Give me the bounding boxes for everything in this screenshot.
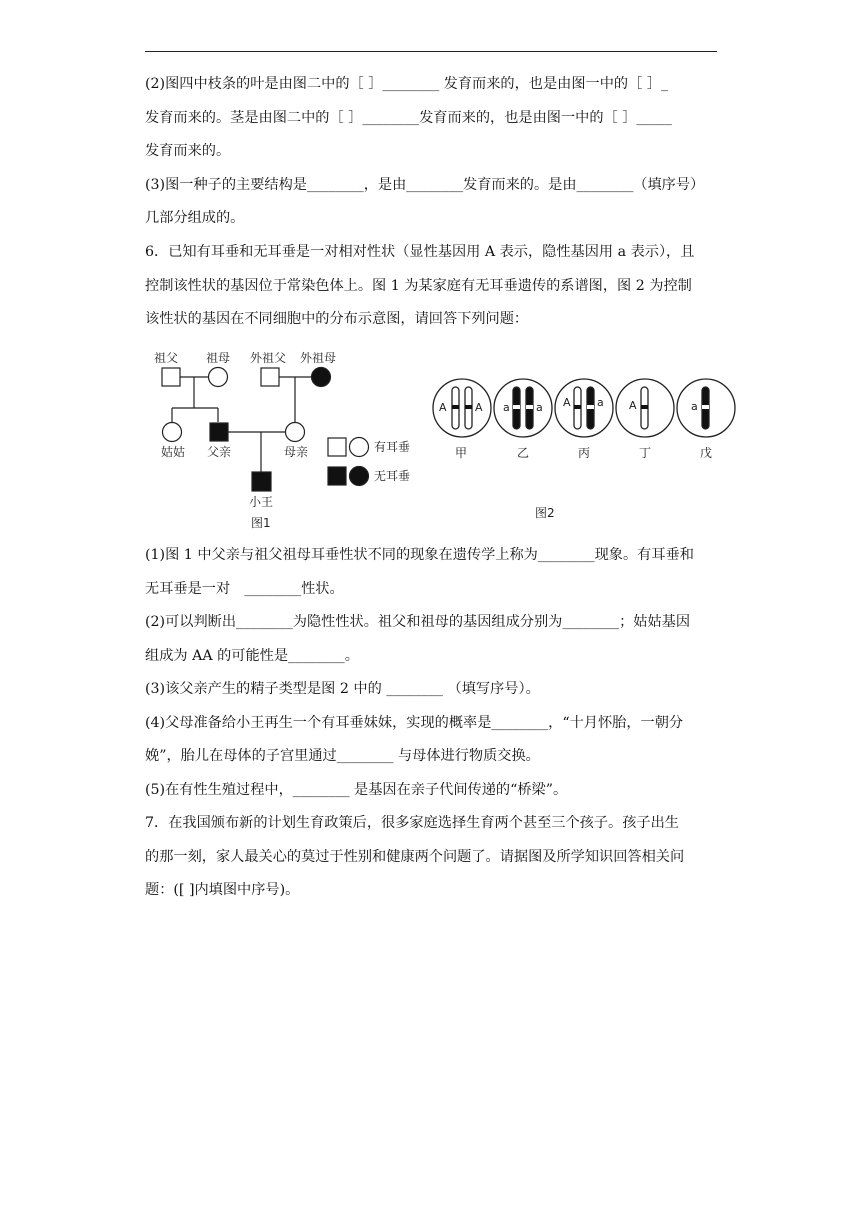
father-label: 父亲 — [207, 445, 232, 459]
legend-male-no-earlobe-symbol — [328, 467, 346, 485]
grandfather-symbol — [162, 368, 180, 386]
cell-name-label: 戊 — [700, 446, 713, 460]
grandfather-label: 祖父 — [154, 351, 179, 365]
mother-label: 母亲 — [284, 445, 309, 459]
maternal-grandfather-symbol — [261, 368, 279, 386]
figure1-caption: 图1 — [251, 516, 271, 530]
gene-label: A — [629, 399, 637, 412]
text-line: 无耳垂是一对 ________性状。 — [145, 580, 344, 597]
text-line: 的那一刻，家人最关心的莫过于性别和健康两个问题了。请据图及所学知识回答相关问 — [145, 848, 685, 865]
gene-label: a — [503, 401, 510, 414]
text-line: 该性状的基因在不同细胞中的分布示意图，请回答下列问题： — [145, 311, 529, 327]
text-line: 几部分组成的。 — [145, 210, 245, 226]
cell-name-label: 丙 — [578, 446, 591, 460]
text-line: 发育而来的。茎是由图二中的［ ］________发育而来的，也是由图一中的［ ］_____ — [145, 109, 672, 126]
text-line: (5)在有性生殖过程中，________ 是基因在亲子代间传递的“桥梁”。 — [145, 781, 568, 798]
text-line: 控制该性状的基因位于常染色体上。图 1 为某家庭有无耳垂遗传的系谱图，图 2 为控制 — [145, 277, 692, 294]
maternal-grandfather-label: 外祖父 — [250, 351, 287, 365]
legend-earlobe-label: 有耳垂 — [374, 440, 411, 454]
legend-female-earlobe-symbol — [350, 438, 369, 457]
aunt-label: 姑姑 — [161, 445, 186, 459]
gene-label: a — [691, 400, 698, 413]
text-line: 6．已知有耳垂和无耳垂是一对相对性状（显性基因用 A 表示，隐性基因用 a 表示），且 — [145, 244, 695, 260]
question6-subquestions — [145, 539, 719, 807]
text-line: (3)该父亲产生的精子类型是图 2 中的 ________ （填写序号）。 — [145, 681, 540, 697]
question5-continuation — [145, 68, 719, 236]
father-symbol — [210, 423, 228, 441]
mother-symbol — [286, 423, 305, 442]
text-line: 组成为 AA 的可能性是________。 — [145, 647, 359, 664]
question7 — [145, 807, 719, 908]
maternal-grandmother-label: 外祖母 — [300, 351, 337, 365]
aunt-symbol — [163, 423, 182, 442]
text-line: (3)图一种子的主要结构是________，是由________发育而来的。是由________（填序号） — [145, 176, 705, 193]
gene-label: a — [597, 396, 604, 409]
gene-label: A — [475, 401, 483, 414]
text-line: (1)图 1 中父亲与祖父祖母耳垂性状不同的现象在遗传学上称为________现象。有耳垂和 — [145, 547, 694, 563]
pedigree-figure — [140, 350, 425, 535]
legend-female-no-earlobe-symbol — [350, 467, 369, 486]
cell-name-label: 甲 — [455, 446, 468, 460]
figure2-caption: 图2 — [535, 506, 555, 520]
gene-label: A — [439, 401, 447, 414]
legend-male-earlobe-symbol — [328, 438, 346, 456]
header-rule — [145, 51, 717, 52]
text-line: 7．在我国颁布新的计划生育政策后，很多家庭选择生育两个甚至三个孩子。孩子出生 — [145, 815, 679, 831]
legend-no-earlobe-label: 无耳垂 — [374, 469, 411, 483]
gene-label: A — [563, 396, 571, 409]
question6-intro — [145, 236, 719, 337]
text-line: 娩”，胎儿在母体的子宫里通过________ 与母体进行物质交换。 — [145, 748, 540, 764]
cell-name-label: 丁 — [639, 446, 652, 460]
text-line: (4)父母准备给小王再生一个有耳垂妹妹，实现的概率是________，“十月怀胎，一朝分 — [145, 714, 684, 731]
maternal-grandmother-symbol — [312, 368, 331, 387]
grandmother-label: 祖母 — [206, 351, 231, 365]
text-line: (2)可以判断出________为隐性性状。祖父和祖母的基因组成分别为________；姑姑基因 — [145, 614, 691, 630]
cells-figure — [425, 370, 745, 525]
text-line: 题：([ ]内填图中序号)。 — [145, 882, 300, 898]
gene-label: a — [536, 401, 543, 414]
cell-name-label: 乙 — [517, 446, 530, 460]
child-symbol — [252, 472, 271, 491]
grandmother-symbol — [209, 368, 228, 387]
text-line: 发育而来的。 — [145, 143, 231, 159]
text-line: (2)图四中枝条的叶是由图二中的［ ］________ 发育而来的，也是由图一中的［ ］_ — [145, 76, 669, 92]
child-label: 小王 — [249, 495, 274, 509]
